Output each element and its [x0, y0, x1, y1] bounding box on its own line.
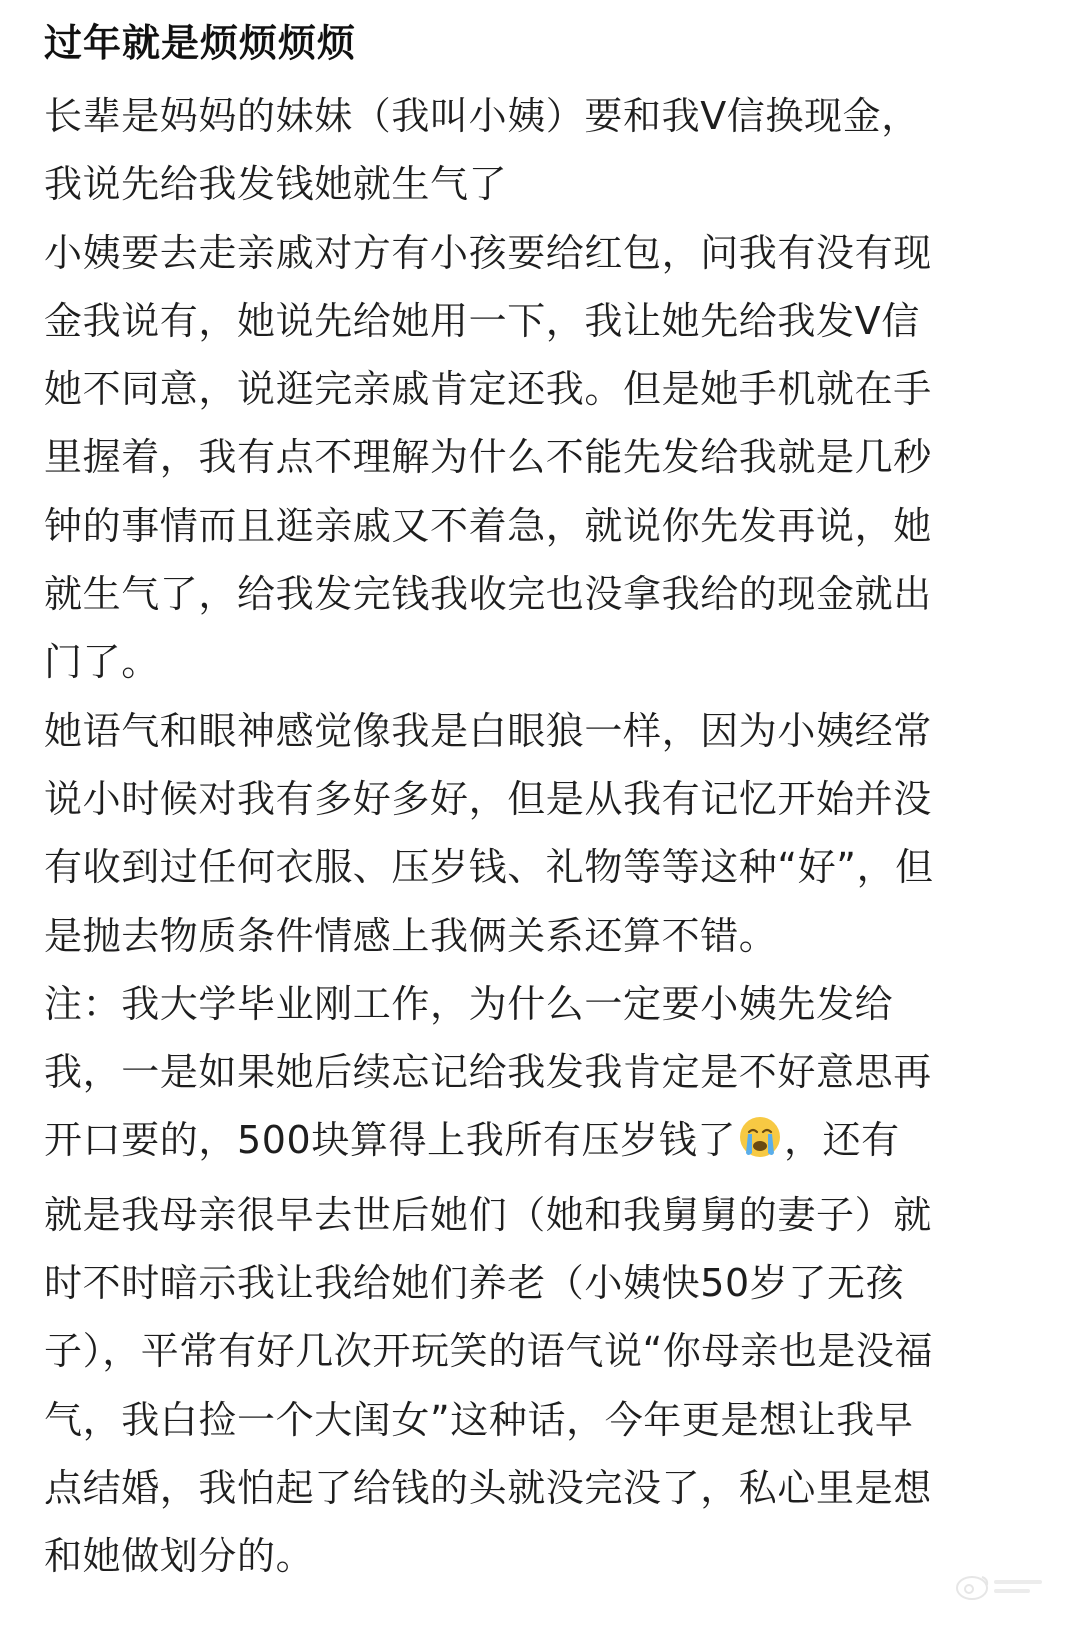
body-line: 注：我大学毕业刚工作，为什么一定要小姨先发给 [44, 981, 894, 1026]
body-line: 门了。 [44, 640, 160, 685]
body-line: 我说先给我发钱她就生气了 [44, 162, 508, 207]
body-line-with-emoji [44, 1106, 1004, 1180]
line-text-after-emoji: ，还有 [783, 1118, 900, 1163]
watermark-icon [954, 1571, 1046, 1605]
body-line: 说小时候对我有多好多好，但是从我有记忆开始并没 [44, 776, 932, 821]
body-line: 小姨要去走亲戚对方有小孩要给红包，问我有没有现 [44, 230, 932, 275]
body-line: 钟的事情而且逛亲戚又不着急，就说你先发再说，她 [44, 503, 932, 548]
post [44, 0, 1004, 1591]
body-line: 我，一是如果她后续忘记给我发我肯定是不好意思再 [44, 1050, 932, 1095]
body-line: 金我说有，她说先给她用一下，我让她先给我发V信 [44, 298, 920, 343]
body-line: 里握着，我有点不理解为什么不能先发给我就是几秒 [44, 435, 932, 480]
body-line: 气，我白捡一个大闺女”这种话，今年更是想让我早 [44, 1397, 914, 1442]
body-line: 她不同意，说逛完亲戚肯定还我。但是她手机就在手 [44, 367, 932, 412]
body-line: 长辈是妈妈的妹妹（我叫小姨）要和我V信换现金， [44, 94, 920, 138]
post-body [44, 82, 1004, 1591]
body-line: 子），平常有好几次开玩笑的语气说“你母亲也是没福 [44, 1329, 934, 1374]
body-line: 她语气和眼神感觉像我是白眼狼一样，因为小姨经常 [44, 708, 932, 753]
body-line: 和她做划分的。 [44, 1534, 315, 1579]
crying-face-icon [738, 1112, 782, 1180]
body-line: 是抛去物质条件情感上我俩关系还算不错。 [44, 913, 778, 958]
line-text-before-emoji: 开口要的，500块算得上我所有压岁钱了 [44, 1118, 736, 1163]
body-line: 就是我母亲很早去世后她们（她和我舅舅的妻子）就 [44, 1192, 932, 1237]
post-title: 过年就是烦烦烦烦 [44, 21, 357, 65]
body-line: 时不时暗示我让我给她们养老（小姨快50岁了无孩 [44, 1261, 905, 1306]
body-line: 点结婚，我怕起了给钱的头就没完没了，私心里是想 [44, 1465, 932, 1510]
body-line: 就生气了，给我发完钱我收完也没拿我给的现金就出 [44, 572, 932, 617]
body-line: 有收到过任何衣服、压岁钱、礼物等等这种“好”，但 [44, 845, 934, 890]
